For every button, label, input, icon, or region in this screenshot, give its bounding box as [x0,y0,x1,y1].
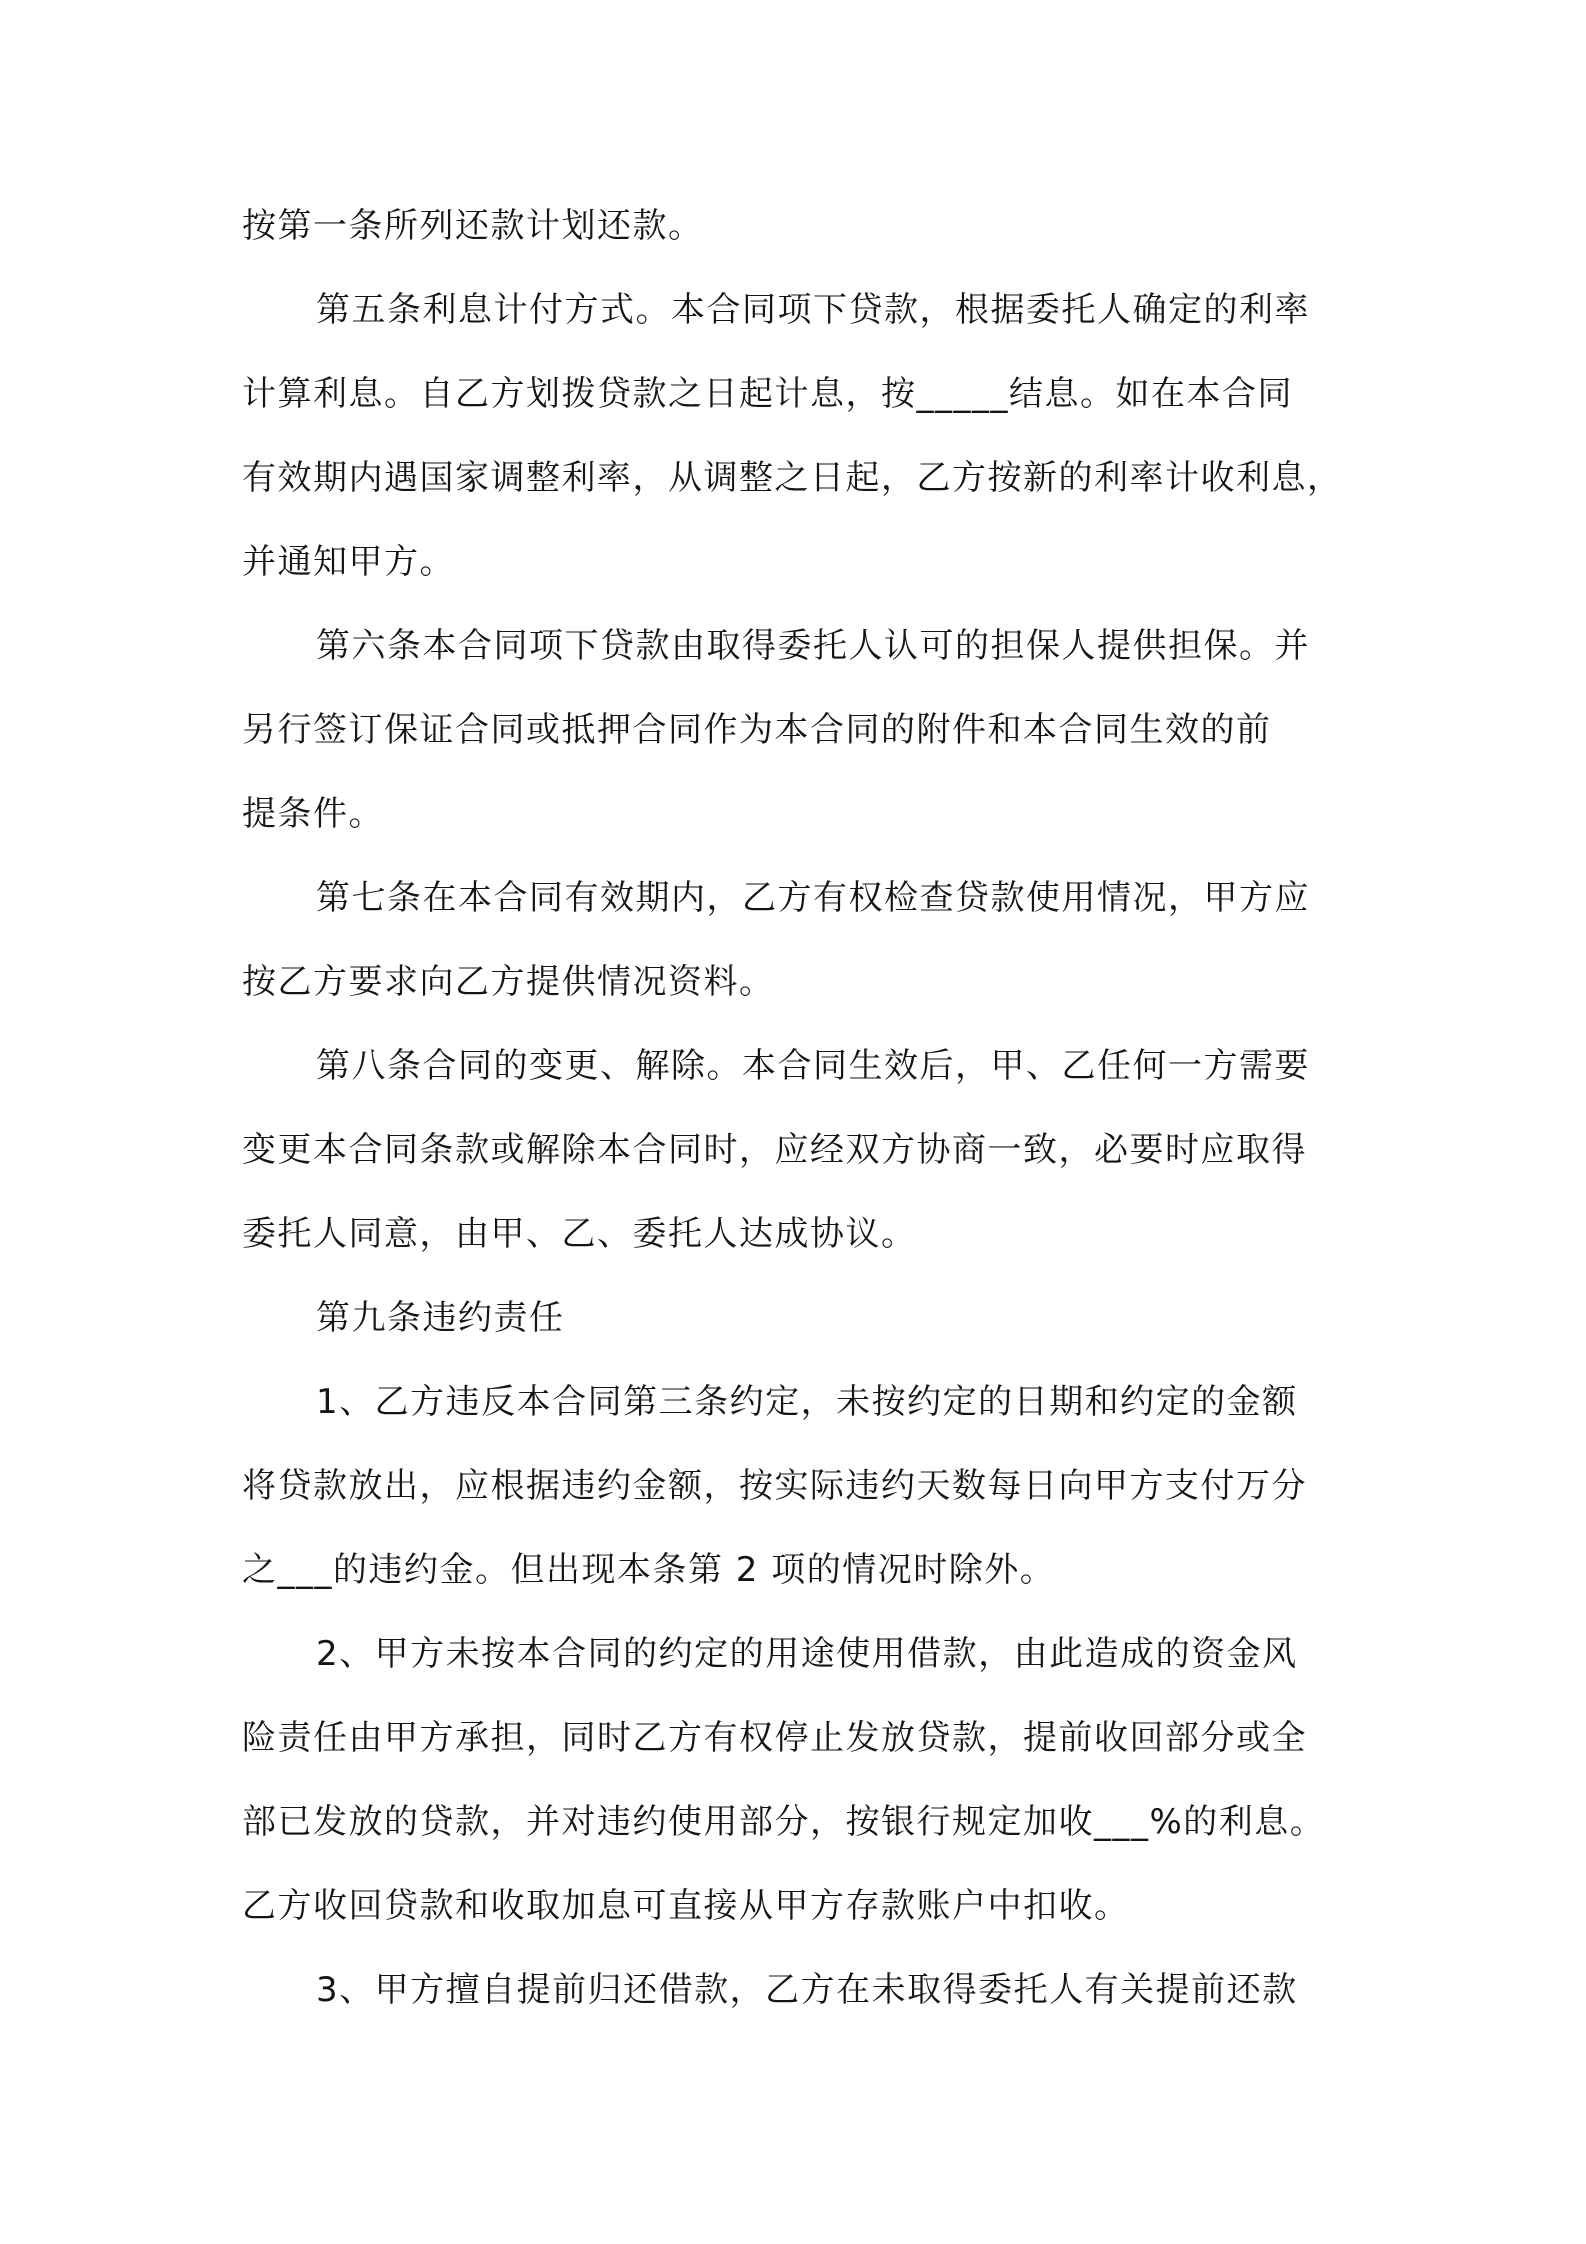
document-line: 有效期内遇国家调整利率，从调整之日起，乙方按新的利率计收利息， [242,458,1343,498]
document-line: 乙方收回贷款和收取加息可直接从甲方存款账户中扣收。 [242,1886,1130,1926]
document-line: 之___的违约金。但出现本条第 2 项的情况时除外。 [242,1550,1056,1590]
document-line: 第五条利息计付方式。本合同项下贷款，根据委托人确定的利率 [316,290,1310,330]
document-body [242,196,1362,2044]
document-line: 第九条违约责任 [316,1298,565,1338]
document-line: 按第一条所列还款计划还款。 [242,206,704,246]
document-line: 将贷款放出，应根据违约金额，按实际违约天数每日向甲方支付万分 [242,1466,1307,1506]
document-line: 计算利息。自乙方划拨贷款之日起计息，按_____结息。如在本合同 [242,374,1293,414]
document-line: 2、甲方未按本合同的约定的用途使用借款，由此造成的资金风 [316,1634,1298,1674]
document-line: 险责任由甲方承担，同时乙方有权停止发放贷款，提前收回部分或全 [242,1718,1307,1758]
document-line: 1、乙方违反本合同第三条约定，未按约定的日期和约定的金额 [316,1382,1298,1422]
document-line: 按乙方要求向乙方提供情况资料。 [242,962,775,1002]
document-line: 并通知甲方。 [242,542,455,582]
document-line: 另行签订保证合同或抵押合同作为本合同的附件和本合同生效的前 [242,710,1272,750]
document-line: 部已发放的贷款，并对违约使用部分，按银行规定加收___%的利息。 [242,1802,1326,1842]
document-line: 第七条在本合同有效期内，乙方有权检查贷款使用情况，甲方应 [316,878,1310,918]
document-line: 变更本合同条款或解除本合同时，应经双方协商一致，必要时应取得 [242,1130,1307,1170]
document-line: 第六条本合同项下贷款由取得委托人认可的担保人提供担保。并 [316,626,1310,666]
document-line: 提条件。 [242,794,384,834]
document-line: 第八条合同的变更、解除。本合同生效后，甲、乙任何一方需要 [316,1046,1310,1086]
document-line: 3、甲方擅自提前归还借款，乙方在未取得委托人有关提前还款 [316,1970,1298,2010]
document-line: 委托人同意，由甲、乙、委托人达成协议。 [242,1214,917,1254]
